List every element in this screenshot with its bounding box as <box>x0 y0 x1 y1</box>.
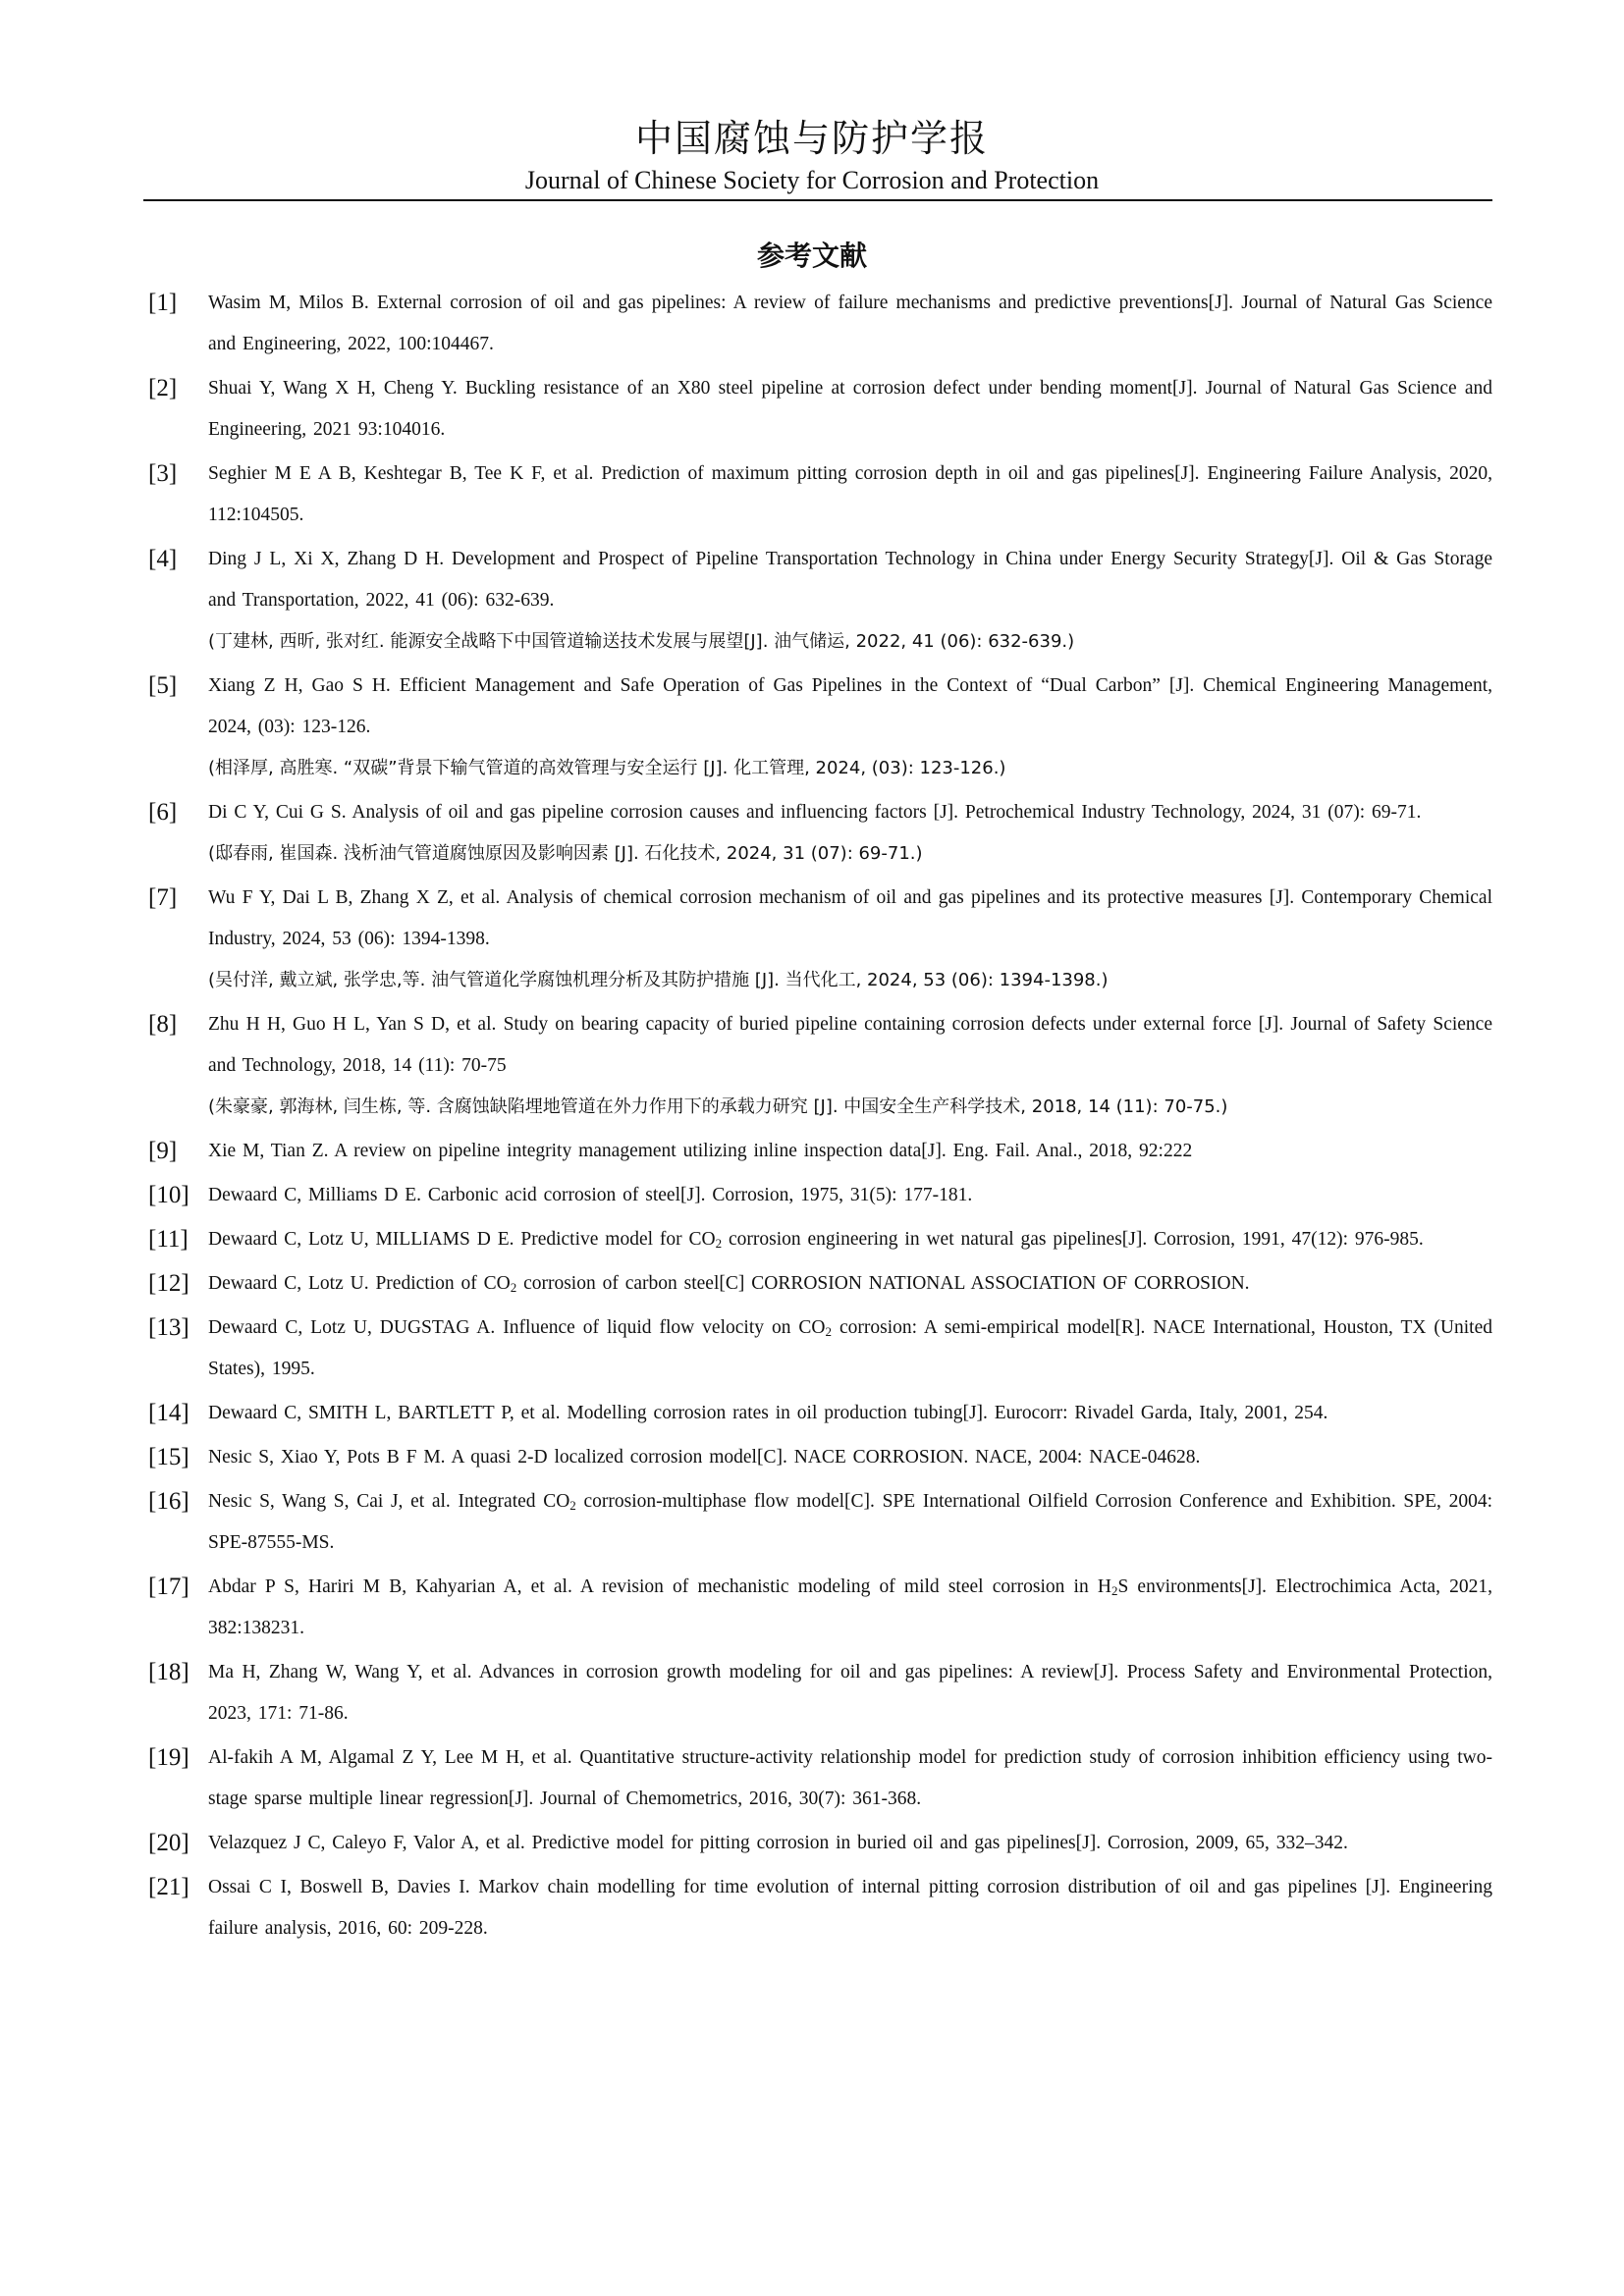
reference-text <box>208 1219 1492 1260</box>
reference-text <box>208 1308 1492 1390</box>
reference-text-part: Nesic S, Wang S, Cai J, et al. Integrated CO <box>208 1491 570 1512</box>
reference-item <box>143 1004 1492 1128</box>
reference-number: [9] <box>148 1138 178 1164</box>
reference-number: [6] <box>148 799 178 826</box>
reference-item <box>143 539 1492 663</box>
subscript: 2 <box>715 1236 723 1251</box>
reference-text: Di C Y, Cui G S. Analysis of oil and gas pipeline corrosion causes and influencing factors [J]. Petrochemical Industry Technology, 2024, 31 (07): 69-71. <box>208 802 1422 823</box>
reference-item <box>143 1652 1492 1735</box>
reference-number: [19] <box>148 1744 189 1771</box>
reference-chinese-text: (朱豪豪, 郭海林, 闫生栋, 等. 含腐蚀缺陷埋地管道在外力作用下的承载力研究 [J]. 中国安全生产科学技术, 2018, 14 (11): 70-75.) <box>208 1096 1228 1117</box>
reference-number: [14] <box>148 1400 189 1426</box>
reference-text-part: corrosion: A semi-empirical model[R]. NACE International, Houston, TX (United States), 1995. <box>208 1317 1492 1379</box>
reference-number: [15] <box>148 1444 189 1470</box>
reference-text: Xiang Z H, Gao S H. Efficient Management and Safe Operation of Gas Pipelines in the Context of “Dual Carbon” [J]. Chemical Engineering Management, 2024, (03): 123-126. <box>208 675 1492 737</box>
journal-title-chinese: 中国腐蚀与防护学报 <box>634 119 989 160</box>
references-heading: 参考文献 <box>756 240 867 272</box>
reference-item <box>143 1737 1492 1820</box>
reference-number: [5] <box>148 672 178 699</box>
reference-text: Ossai C I, Boswell B, Davies I. Markov chain modelling for time evolution of internal pitting corrosion distribution of oil and gas pipelines [J]. Engineering failure analysis, 2016, 60: 209-228. <box>208 1877 1492 1939</box>
journal-header <box>0 116 1624 196</box>
reference-text-part: corrosion-multiphase flow model[C]. SPE International Oilfield Corrosion Conference and Exhibition. SPE, 2004: SPE-87555-MS. <box>208 1491 1493 1553</box>
reference-number: [17] <box>148 1574 189 1600</box>
reference-number: [1] <box>148 290 178 316</box>
reference-item <box>143 1867 1492 1949</box>
reference-text: Velazquez J C, Caleyo F, Valor A, et al. Predictive model for pitting corrosion in buried oil and gas pipelines[J]. Corrosion, 2009, 65, 332–342. <box>208 1833 1348 1853</box>
reference-text <box>208 1481 1492 1564</box>
reference-text: Ma H, Zhang W, Wang Y, et al. Advances in corrosion growth modeling for oil and gas pipelines: A review[J]. Process Safety and Environmental Protection, 2023, 171: 71-86. <box>208 1662 1492 1724</box>
reference-text: Xie M, Tian Z. A review on pipeline integrity management utilizing inline inspection data[J]. Eng. Fail. Anal., 2018, 92:222 <box>208 1141 1193 1161</box>
reference-item <box>143 1131 1492 1172</box>
reference-text: Ding J L, Xi X, Zhang D H. Development and Prospect of Pipeline Transportation Technology in China under Energy Security Strategy[J]. Oil & Gas Storage and Transportation, 2022, 41 (06): 632-639. <box>208 549 1492 611</box>
reference-item <box>143 1219 1492 1260</box>
reference-item <box>143 1823 1492 1864</box>
reference-text-part: corrosion of carbon steel[C] CORROSION NATIONAL ASSOCIATION OF CORROSION. <box>516 1273 1250 1294</box>
reference-item <box>143 454 1492 536</box>
reference-item <box>143 283 1492 365</box>
subscript: 2 <box>569 1498 576 1513</box>
reference-text-part: Dewaard C, Lotz U, MILLIAMS D E. Predictive model for CO <box>208 1229 716 1250</box>
reference-number: [16] <box>148 1488 189 1515</box>
header-divider <box>143 199 1492 201</box>
reference-text: Zhu H H, Guo H L, Yan S D, et al. Study on bearing capacity of buried pipeline containing corrosion defects under external force [J]. Journal of Safety Science and Technology, 2018, 14 (11): 70-75 <box>208 1014 1492 1076</box>
reference-text-part: Abdar P S, Hariri M B, Kahyarian A, et al. A revision of mechanistic modeling of mild steel corrosion in H <box>208 1576 1111 1597</box>
reference-text-part: S environments[J]. Electrochimica Acta, 2021, 382:138231. <box>208 1576 1492 1638</box>
reference-item <box>143 1437 1492 1478</box>
reference-number: [3] <box>148 460 178 487</box>
reference-number: [20] <box>148 1830 189 1856</box>
subscript: 2 <box>1110 1583 1118 1598</box>
reference-text: Dewaard C, SMITH L, BARTLETT P, et al. Modelling corrosion rates in oil production tubing[J]. Eurocorr: Rivadel Garda, Italy, 2001, 254. <box>208 1403 1328 1423</box>
reference-text <box>208 1567 1492 1649</box>
reference-text: Seghier M E A B, Keshtegar B, Tee K F, et al. Prediction of maximum pitting corrosion depth in oil and gas pipelines[J]. Engineering Failure Analysis, 2020, 112:104505. <box>208 463 1492 525</box>
reference-item <box>143 1393 1492 1434</box>
reference-text: Al-fakih A M, Algamal Z Y, Lee M H, et al. Quantitative structure-activity relationship model for prediction study of corrosion inhibition efficiency using two‐stage sparse multiple linear regression[J]. Journal of Chemometrics, 2016, 30(7): 361-368. <box>208 1747 1492 1809</box>
reference-item <box>143 1481 1492 1564</box>
reference-text: Wasim M, Milos B. External corrosion of oil and gas pipelines: A review of failure mechanisms and predictive preventions[J]. Journal of Natural Gas Science and Engineering, 2022, 100:104467. <box>208 293 1492 354</box>
reference-text-part: Dewaard C, Lotz U, DUGSTAG A. Influence of liquid flow velocity on CO <box>208 1317 826 1338</box>
reference-chinese-text: (相泽厚, 高胜寒. “双碳”背景下输气管道的高效管理与安全运行 [J]. 化工管理, 2024, (03): 123-126.) <box>208 758 1006 778</box>
reference-text: Dewaard C, Milliams D E. Carbonic acid corrosion of steel[J]. Corrosion, 1975, 31(5): 177-181. <box>208 1185 973 1205</box>
reference-chinese-text: (邸春雨, 崔国森. 浅析油气管道腐蚀原因及影响因素 [J]. 石化技术, 2024, 31 (07): 69-71.) <box>208 843 923 864</box>
reference-item <box>143 1567 1492 1649</box>
reference-text-part: Dewaard C, Lotz U. Prediction of CO <box>208 1273 511 1294</box>
reference-number: [10] <box>148 1182 189 1208</box>
reference-item <box>143 666 1492 789</box>
reference-number: [13] <box>148 1314 189 1341</box>
reference-list <box>143 283 1492 1952</box>
reference-number: [8] <box>148 1011 178 1038</box>
reference-number: [11] <box>148 1226 189 1253</box>
reference-number: [12] <box>148 1270 189 1297</box>
reference-text: Wu F Y, Dai L B, Zhang X Z, et al. Analysis of chemical corrosion mechanism of oil and gas pipelines and its protective measures [J]. Contemporary Chemical Industry, 2024, 53 (06): 1394-1398. <box>208 887 1492 949</box>
reference-number: [7] <box>148 884 178 911</box>
reference-text-part: corrosion engineering in wet natural gas pipelines[J]. Corrosion, 1991, 47(12): 976-985. <box>722 1229 1424 1250</box>
journal-title-english: Journal of Chinese Society for Corrosion and Protection <box>524 166 1100 194</box>
reference-chinese-text: (吴付洋, 戴立斌, 张学忠,等. 油气管道化学腐蚀机理分析及其防护措施 [J]. 当代化工, 2024, 53 (06): 1394-1398.) <box>208 970 1109 990</box>
reference-text <box>208 1263 1492 1305</box>
reference-text: Shuai Y, Wang X H, Cheng Y. Buckling resistance of an X80 steel pipeline at corrosion defect under bending moment[J]. Journal of Natural Gas Science and Engineering, 2021 93:104016. <box>208 378 1492 440</box>
reference-number: [4] <box>148 546 178 572</box>
reference-item <box>143 792 1492 875</box>
reference-item <box>143 1175 1492 1216</box>
reference-item <box>143 368 1492 451</box>
reference-chinese-text: (丁建林, 西昕, 张对红. 能源安全战略下中国管道输送技术发展与展望[J]. 油气储运, 2022, 41 (06): 632-639.) <box>208 631 1075 652</box>
subscript: 2 <box>825 1324 833 1339</box>
reference-item <box>143 1263 1492 1305</box>
reference-text: Nesic S, Xiao Y, Pots B F M. A quasi 2-D localized corrosion model[C]. NACE CORROSION. NACE, 2004: NACE-04628. <box>208 1447 1201 1468</box>
reference-number: [21] <box>148 1874 189 1900</box>
reference-number: [18] <box>148 1659 189 1685</box>
reference-number: [2] <box>148 375 178 401</box>
reference-item <box>143 1308 1492 1390</box>
reference-item <box>143 878 1492 1001</box>
subscript: 2 <box>510 1280 517 1295</box>
